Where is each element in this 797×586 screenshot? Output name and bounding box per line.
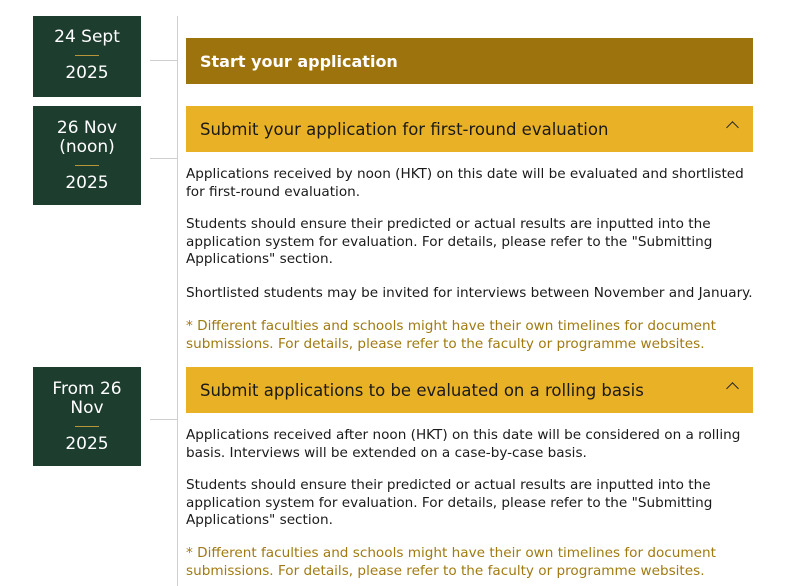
step-title: Submit your application for first-round evaluation (200, 119, 609, 139)
step-title: Start your application (200, 51, 398, 71)
date-year: 2025 (65, 434, 109, 454)
step-note: * Different faculties and schools might have their own timelines for document submissions. For details, please refer to the faculty or programme websites. (186, 318, 716, 352)
chevron-up-icon[interactable] (726, 121, 739, 134)
date-box (33, 16, 141, 97)
date-label: 26 Nov (noon) (56, 118, 118, 157)
step-paragraph: Applications received by noon (HKT) on this date will be evaluated and shortlisted for first-round evaluation. (186, 166, 744, 200)
timeline-line (177, 16, 178, 586)
timeline-connector (150, 419, 178, 420)
step-paragraph: Shortlisted students may be invited for interviews between November and January. (186, 285, 753, 301)
step-paragraph: Students should ensure their predicted or actual results are inputted into the application system for evaluation. For details, please refer to the "Submitting Applications" section. (186, 477, 713, 528)
date-label: 24 Sept (54, 27, 120, 47)
date-box (33, 106, 141, 205)
timeline-connector (150, 60, 178, 61)
chevron-up-icon[interactable] (726, 382, 739, 395)
timeline-connector (150, 158, 178, 159)
date-divider (75, 426, 99, 427)
step-note: * Different faculties and schools might have their own timelines for document submissions. For details, please refer to the faculty or programme websites. (186, 545, 716, 579)
step-header-first-round[interactable] (186, 106, 753, 152)
step-header-rolling-basis[interactable] (186, 367, 753, 413)
date-year: 2025 (65, 63, 109, 83)
date-year: 2025 (65, 173, 109, 193)
step-header-start-application[interactable] (186, 38, 753, 84)
date-divider (75, 165, 99, 166)
step-paragraph: Applications received after noon (HKT) on this date will be considered on a rolling basis. Interviews will be extended on a case-by-case basis. (186, 427, 741, 461)
step-title: Submit applications to be evaluated on a rolling basis (200, 380, 644, 400)
step-paragraph: Students should ensure their predicted or actual results are inputted into the application system for evaluation. For details, please refer to the "Submitting Applications" section. (186, 216, 713, 267)
date-divider (75, 55, 99, 56)
date-label: From 26 Nov (52, 379, 122, 418)
date-box (33, 367, 141, 466)
